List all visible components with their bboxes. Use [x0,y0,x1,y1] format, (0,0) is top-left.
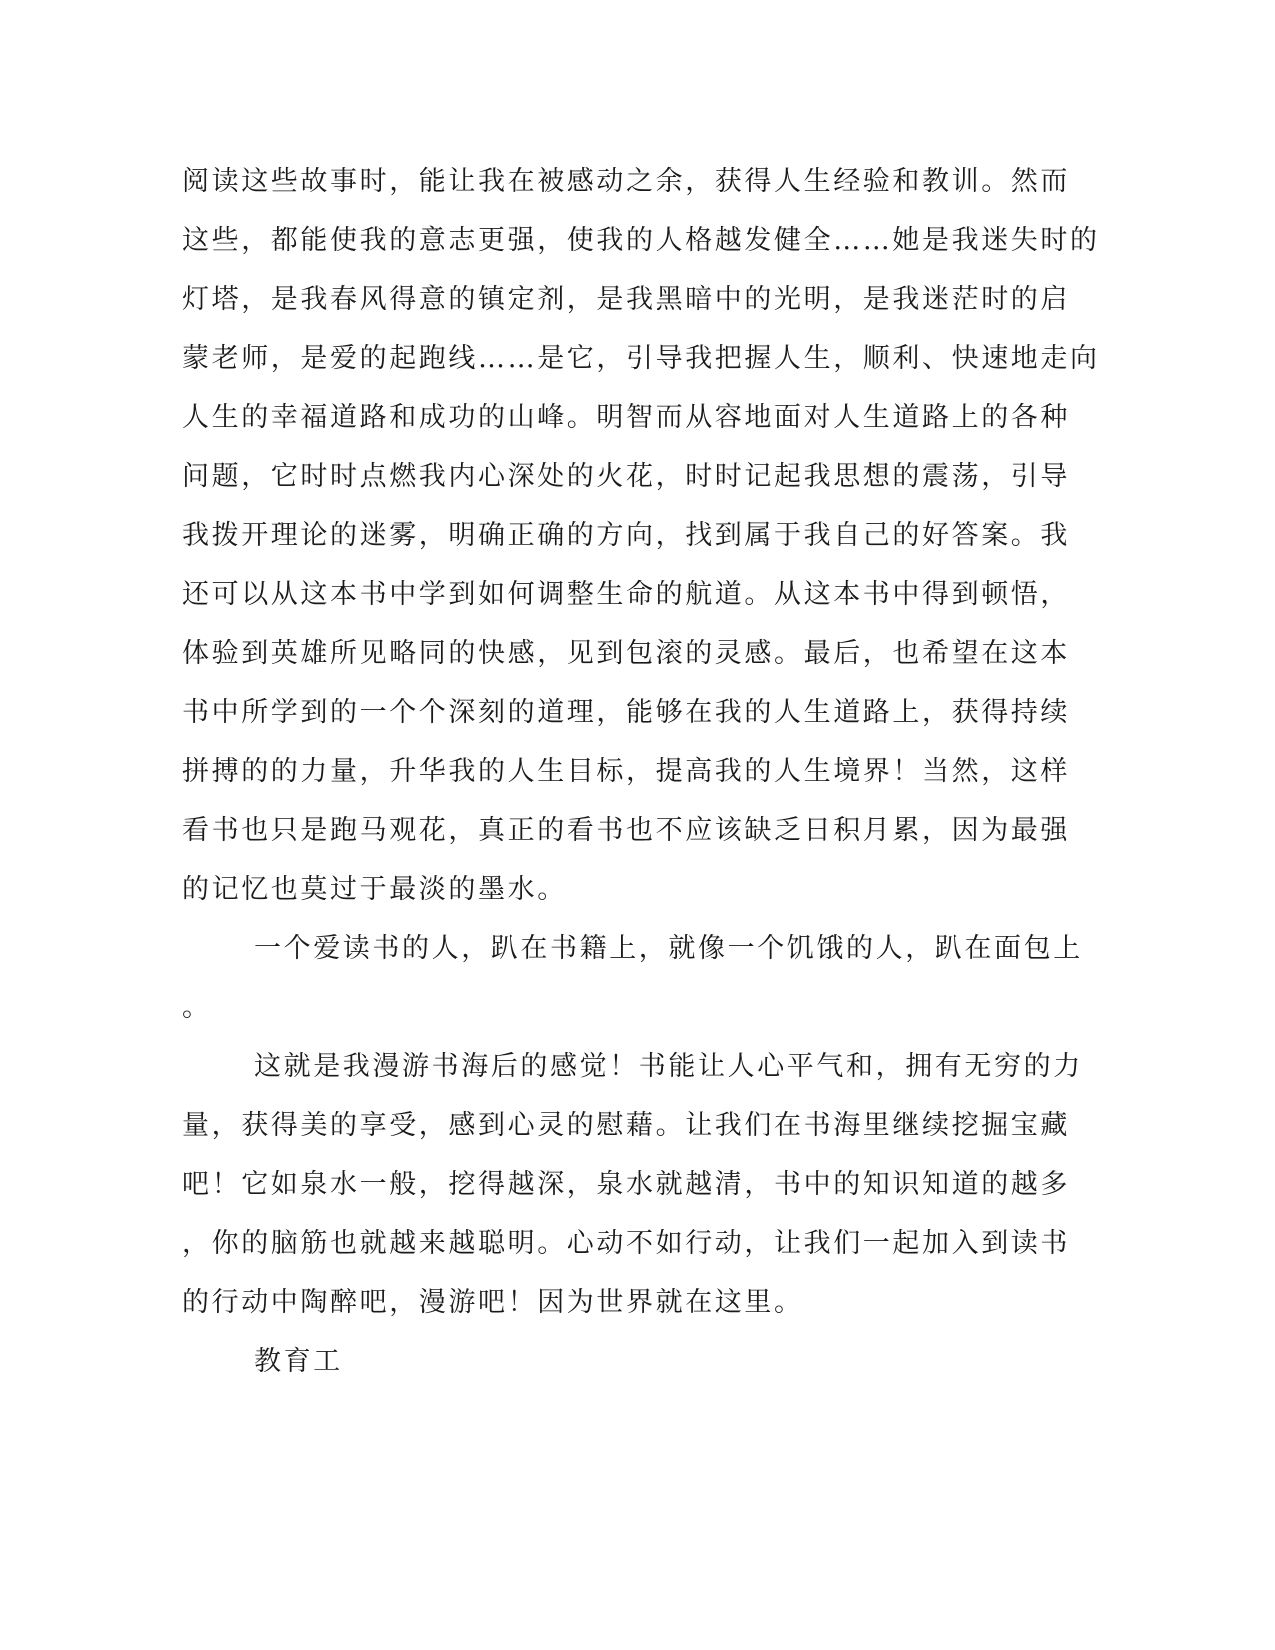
text-line: 问题，它时时点燃我内心深处的火花，时时记起我思想的震荡，引导 [182,461,1070,492]
text-line: 灯塔，是我春风得意的镇定剂，是我黑暗中的光明，是我迷茫时的启 [182,284,1070,315]
text-line: 书中所学到的一个个深刻的道理，能够在我的人生道路上，获得持续 [182,697,1070,728]
text-line: 。 [182,992,212,1023]
text-line: 还可以从这本书中学到如何调整生命的航道。从这本书中得到顿悟， [182,579,1070,610]
text-line: 人生的幸福道路和成功的山峰。明智而从容地面对人生道路上的各种 [182,402,1070,433]
text-line: ，你的脑筋也就越来越聪明。心动不如行动，让我们一起加入到读书 [182,1228,1070,1259]
text-line: 这些，都能使我的意志更强，使我的人格越发健全……她是我迷失时的 [182,225,1100,256]
text-line: 吧！它如泉水一般，挖得越深，泉水就越清，书中的知识知道的越多 [182,1169,1070,1200]
text-line: 看书也只是跑马观花，真正的看书也不应该缺乏日积月累，因为最强 [182,815,1070,846]
text-line: 的记忆也莫过于最淡的墨水。 [182,874,567,905]
text-line: 蒙老师，是爱的起跑线……是它，引导我把握人生，顺利、快速地走向 [182,343,1100,374]
text-line: 体验到英雄所见略同的快感，见到包滚的灵感。最后，也希望在这本 [182,638,1070,669]
paragraph-start-line: 这就是我漫游书海后的感觉！书能让人心平气和，拥有无穷的力 [254,1051,1083,1082]
paragraph-start-line: 一个爱读书的人，趴在书籍上，就像一个饥饿的人，趴在面包上 [254,933,1083,964]
paragraph-start-line: 教育工 [254,1346,343,1377]
text-line: 的行动中陶醉吧，漫游吧！因为世界就在这里。 [182,1287,804,1318]
text-line: 我拨开理论的迷雾，明确正确的方向，找到属于我自己的好答案。我 [182,520,1070,551]
text-line: 量，获得美的享受，感到心灵的慰藉。让我们在书海里继续挖掘宝藏 [182,1110,1070,1141]
text-line: 阅读这些故事时，能让我在被感动之余，获得人生经验和教训。然而 [182,166,1070,197]
text-line: 拼搏的的力量，升华我的人生目标，提高我的人生境界！当然，这样 [182,756,1070,787]
body-text [182,160,1100,1399]
